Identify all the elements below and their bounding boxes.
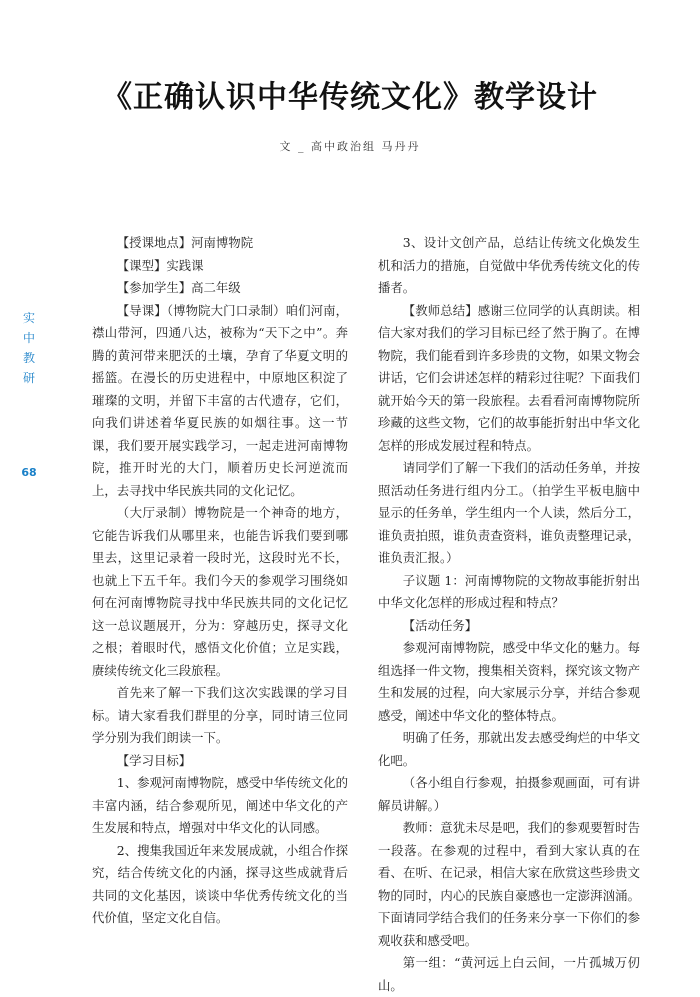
paragraph: 明确了任务，那就出发去感受绚烂的中华文化吧。 [378,730,640,768]
page-number: 68 [21,466,37,479]
paragraph: （大厅录制）博物院是一个神奇的地方，它能告诉我们从哪里来，也能告诉我们要到哪里去，这里记录着一段时光，这段时光不长，也就上下五千年。我们今天的参观学习围绕如何在河南博物院寻找中华民族共同的文化记忆这一总议题展开，分为：穿越历史，探寻文化之根；着眼时代，感悟文化价值；立足实践，赓续传统文化三段旅程。 [92,505,348,678]
article-byline: 文 _ 高中政治组 马丹丹 [279,140,421,153]
paragraph: 【导课】（博物院大门口录制）咱们河南，襟山带河，四通八达，被称为“天下之中”。奔腾的黄河带来肥沃的土壤，孕育了华夏文明的摇篮。在漫长的历史进程中，中原地区积淀了璀璨的文明，并留下丰富的古代遗存，它们，向我们讲述着华夏民族的如烟往事。这一节课，我们要开展实践学习，一起走进河南博物院，推开时光的大门，顺着历史长河逆流而上，去寻找中华民族共同的文化记忆。 [92,302,348,498]
section-label-char: 中 [22,331,35,345]
paragraph: 【活动任务】 [402,617,478,633]
left-column [92,232,348,930]
article-title: 《正确认识中华传统文化》教学设计 [102,80,598,115]
paragraph: 【课型】实践课 [116,257,204,273]
paragraph: 【授课地点】河南博物院 [116,235,254,250]
paragraph: 首先来了解一下我们这次实践课的学习目标。请大家看我们群里的分享，同时请三位同学分别为我们朗读一下。 [92,685,348,745]
paragraph: 请同学们了解一下我们的活动任务单，并按照活动任务进行组内分工。（拍学生平板电脑中显示的任务单，学生组内一个人读，然后分工，谁负责拍照，谁负责查资料，谁负责整理记录，谁负责汇报。） [378,460,640,565]
paragraph: 参观河南博物院，感受中华文化的魅力。每组选择一件文物，搜集相关资料，探究该文物产生和发展的过程，向大家展示分享，并结合参观感受，阐述中华文化的整体特点。 [378,640,640,723]
paragraph: 【学习目标】 [116,752,192,768]
paragraph: 3、设计文创产品，总结让传统文化焕发生机和活力的措施，自觉做中华优秀传统文化的传播者。 [378,235,640,295]
section-label-char: 研 [22,371,35,385]
paragraph: （各小组自行参观，拍摄参观画面，可有讲解员讲解。） [378,775,640,813]
paragraph: 子议题 1：河南博物院的文物故事能折射出中华文化怎样的形成过程和特点？ [378,572,640,610]
paragraph: 【参加学生】高二年级 [116,280,241,295]
right-column [378,232,640,997]
section-label-char: 教 [22,351,35,365]
paragraph: 第一组：“黄河远上白云间，一片孤城万仞山。 [378,955,640,993]
section-label [20,308,38,388]
paragraph: 2、搜集我国近年来发展成就，小组合作探究，结合传统文化的内涵，探寻这些成就背后共同的文化基因，谈谈中华优秀传统文化的当代价值，坚定文化自信。 [92,842,348,925]
paragraph: 【教师总结】感谢三位同学的认真朗读。相信大家对我们的学习目标已经了然于胸了。在博物院，我们能看到许多珍贵的文物，如果文物会讲话，它们会讲述怎样的精彩过往呢？下面我们就开始今天的第一段旅程。去看看河南博物院所珍藏的这些文物，它们的故事能折射出中华文化怎样的形成发展过程和特点。 [378,302,640,453]
paragraph: 教师：意犹未尽是吧，我们的参观要暂时告一段落。在参观的过程中，看到大家认真的在看、在听、在记录，相信大家在欣赏这些珍贵文物的同时，内心的民族自豪感也一定澎湃汹涌。下面请同学结合我们的任务来分享一下你们的参观收获和感受吧。 [378,820,640,948]
paragraph: 1、参观河南博物院，感受中华传统文化的丰富内涵，结合参观所见，阐述中华文化的产生发展和特点，增强对中华文化的认同感。 [92,775,348,835]
section-label-char: 实 [22,311,35,325]
